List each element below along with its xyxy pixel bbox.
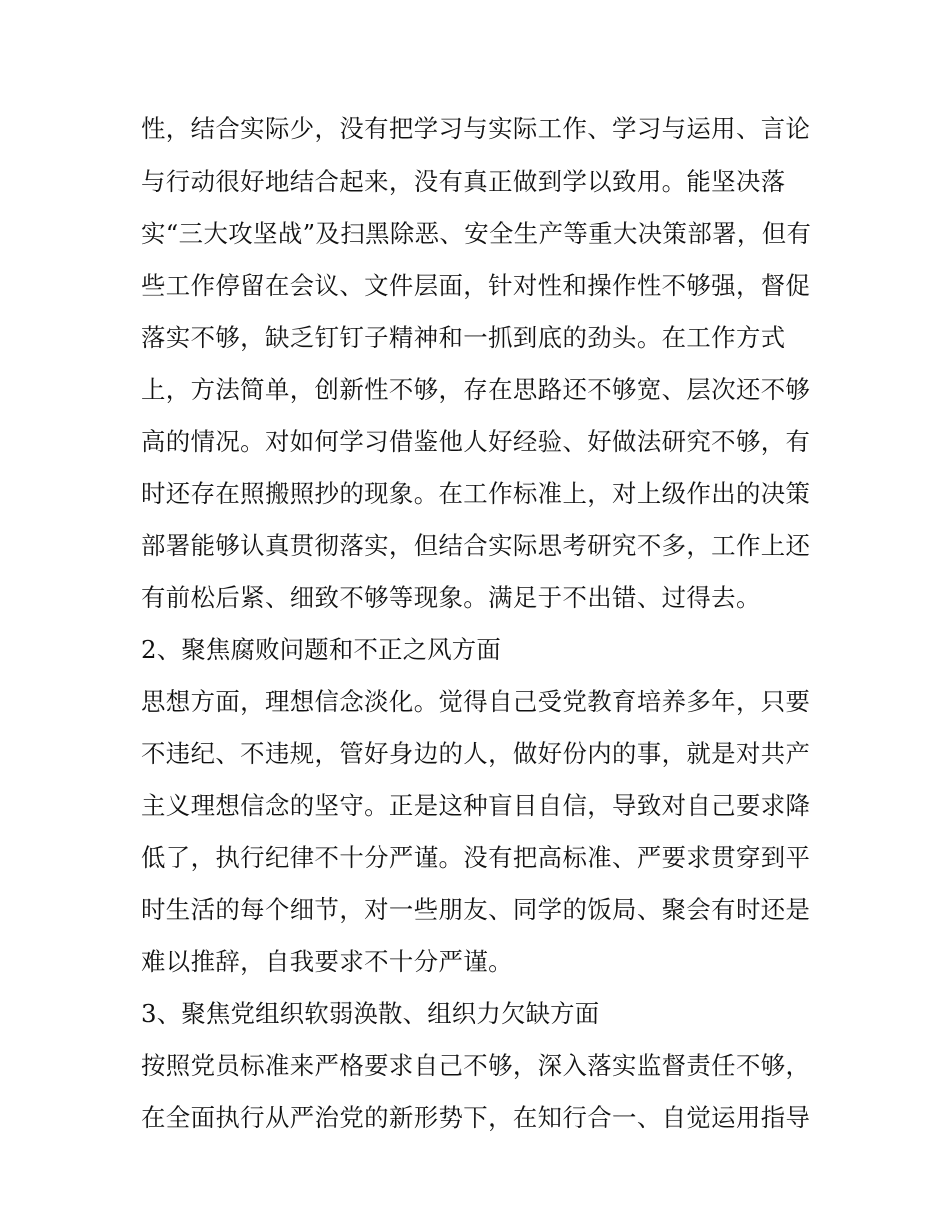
text-line: 主义理想信念的坚守。正是这种盲目自信，导致对自己要求降 bbox=[141, 791, 811, 820]
text-line: 实“三大攻坚战”及扫黑除恶、安全生产等重大决策部署，但有 bbox=[141, 219, 812, 248]
text-line: 上，方法简单，创新性不够，存在思路还不够宽、层次还不够 bbox=[141, 375, 811, 404]
section-heading: 2、聚焦腐败问题和不正之风方面 bbox=[141, 635, 501, 664]
text-line: 时还存在照搬照抄的现象。在工作标准上，对上级作出的决策 bbox=[141, 479, 811, 508]
text-line: 与行动很好地结合起来，没有真正做到学以致用。能坚决落 bbox=[141, 167, 786, 196]
text-line: 部署能够认真贯彻落实，但结合实际思考研究不多，工作上还 bbox=[141, 531, 811, 560]
text-line: 低了，执行纪律不十分严谨。没有把高标准、严要求贯穿到平 bbox=[141, 843, 811, 872]
text-line: 难以推辞，自我要求不十分严谨。 bbox=[141, 947, 513, 976]
text-line: 落实不够，缺乏钉钉子精神和一抓到底的劲头。在工作方式 bbox=[141, 323, 786, 352]
text-line: 时生活的每个细节，对一些朋友、同学的饭局、聚会有时还是 bbox=[141, 895, 811, 924]
text-line: 性，结合实际少，没有把学习与实际工作、学习与运用、言论 bbox=[141, 114, 811, 143]
text-line: 有前松后紧、细致不够等现象。满足于不出错、过得去。 bbox=[141, 583, 761, 612]
text-line: 按照党员标准来严格要求自己不够，深入落实监督责任不够， bbox=[141, 1051, 811, 1080]
text-line: 些工作停留在会议、文件层面，针对性和操作性不够强，督促 bbox=[141, 271, 811, 300]
section-heading: 3、聚焦党组织软弱涣散、组织力欠缺方面 bbox=[141, 999, 600, 1028]
text-line: 不违纪、不违规，管好身边的人，做好份内的事，就是对共产 bbox=[141, 739, 811, 768]
text-line: 高的情况。对如何学习借鉴他人好经验、好做法研究不够，有 bbox=[141, 427, 811, 456]
text-line: 在全面执行从严治党的新形势下，在知行合一、自觉运用指导 bbox=[141, 1103, 811, 1132]
text-line: 思想方面，理想信念淡化。觉得自己受党教育培养多年，只要 bbox=[141, 687, 811, 716]
